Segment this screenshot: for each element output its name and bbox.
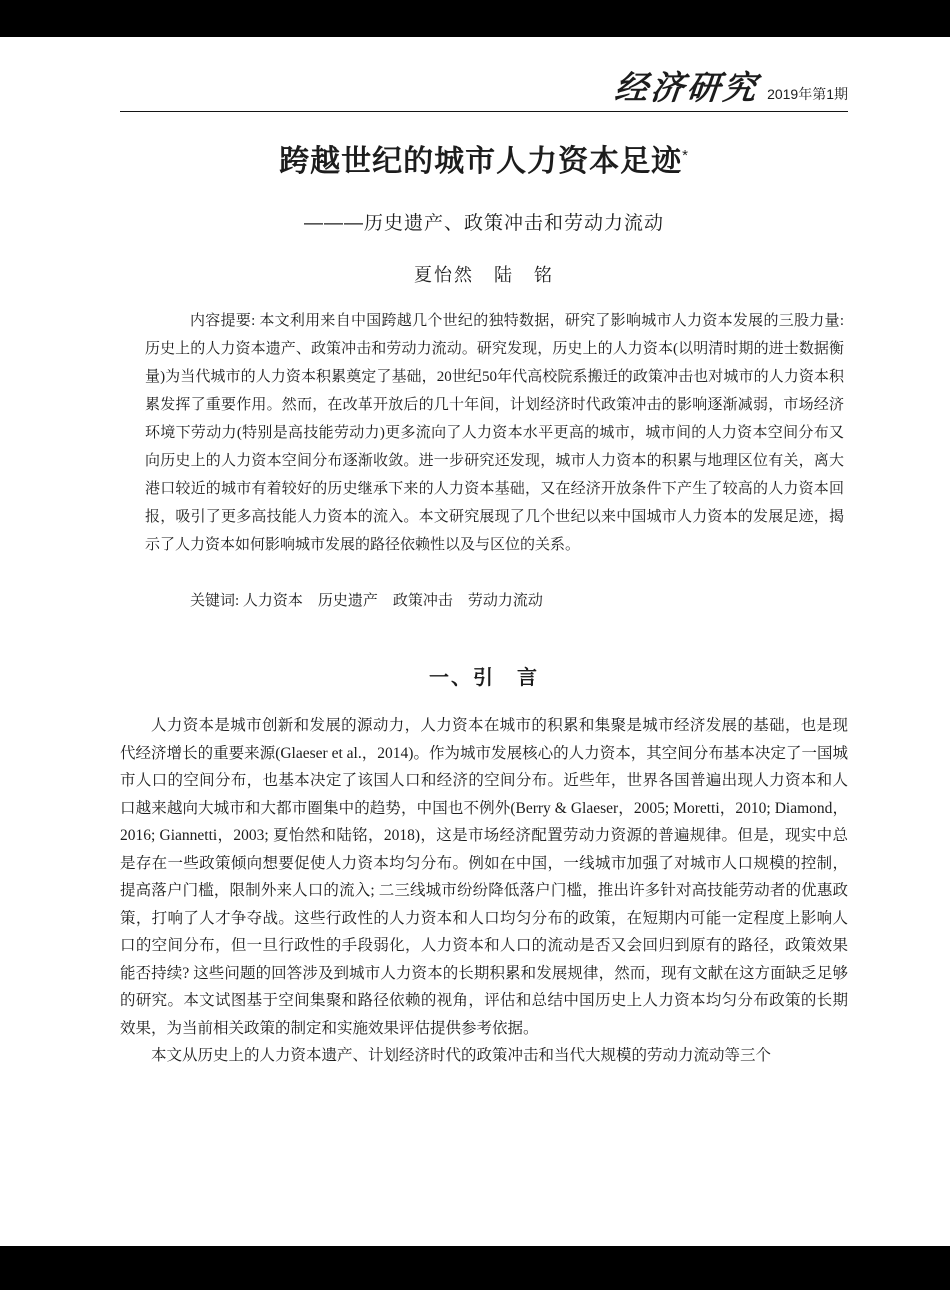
section-heading-introduction: 一、引 言: [429, 667, 539, 689]
bottom-black-bar: [0, 1246, 950, 1290]
journal-logo: 经济研究: [613, 68, 762, 107]
keywords-text: 人力资本 历史遗产 政策冲击 劳动力流动: [242, 593, 543, 609]
paper-title-text: 跨越世纪的城市人力资本足迹: [279, 145, 683, 178]
intro-paragraph-1: 人力资本是城市创新和发展的源动力，人力资本在城市的积累和集聚是城市经济发展的基础，也是现代经济增长的重要来源(Glaeser et al.，2014)。作为城市发展核心的人力资本，其空间分布基本决定了一国城市人口的空间分布，也基本决定了该国人口和经济的空间分布。近些年，世界各国普遍出现人力资本和人口越来越向大城市和大都市圈集中的趋势，中国也不例外(Berry & Glaeser，2005; Moretti，2010; Diamond，2016; Giannetti，2003; 夏怡然和陆铭，2018)，这是市场经济配置劳动力资源的普遍规律。但是，现实中总是存在一些政策倾向想要促使人力资本均匀分布。例如在中国，一线城市加强了对城市人口规模的控制，提高落户门槛，限制外来人口的流入; 二三线城市纷纷降低落户门槛，推出许多针对高技能劳动者的优惠政策，打响了人才争夺战。这些行政性的人力资本和人口均匀分布的政策，在短期内可能一定程度上影响人口的空间分布，但一旦行政性的手段弱化，人力资本和人口的流动是否又会回归到原有的路径，政策效果能否持续? 这些问题的回答涉及到城市人力资本的长期积累和发展规律，然而，现有文献在这方面缺乏足够的研究。本文试图基于空间集聚和路径依赖的视角，评估和总结中国历史上人力资本均匀分布政策的长期效果，为当前相关政策的制定和实施效果评估提供参考依据。: [120, 717, 848, 1037]
keywords-line: [145, 587, 844, 615]
paper-title: [120, 136, 848, 180]
abstract-paragraph: [145, 307, 844, 559]
authors: 夏怡然 陆 铭: [414, 265, 554, 285]
abstract-label: 内容提要:: [190, 313, 260, 329]
abstract-text: 本文利用来自中国跨越几个世纪的独特数据，研究了影响城市人力资本发展的三股力量: 历史上的人力资本遗产、政策冲击和劳动力流动。研究发现，历史上的人力资本(以明清时期的进士数据衡量)为当代城市的人力资本积累奠定了基础，20世纪50年代高校院系搬迁的政策冲击也对城市的人力资本积累发挥了重要作用。然而，在改革开放后的几十年间，计划经济时代政策冲击的影响逐渐减弱，市场经济环境下劳动力(特别是高技能劳动力)更多流向了人力资本水平更高的城市，城市间的人力资本空间分布又向历史上的人力资本空间分布逐渐收敛。进一步研究还发现，城市人力资本的积累与地理区位有关，离大港口较近的城市有着较好的历史继承下来的人力资本基础，又在经济开放条件下产生了较高的人力资本回报，吸引了更多高技能人力资本的流入。本文研究展现了几个世纪以来中国城市人力资本的发展足迹，揭示了人力资本如何影响城市发展的路径依赖性以及与区位的关系。: [145, 313, 845, 553]
keywords-label: 关键词:: [190, 593, 243, 609]
footnote-marker: *: [682, 147, 689, 164]
journal-issue: 2019年第1期: [767, 86, 848, 102]
intro-paragraph-2: 本文从历史上的人力资本遗产、计划经济时代的政策冲击和当代大规模的劳动力流动等三个: [151, 1047, 772, 1064]
top-black-bar: [0, 0, 950, 37]
abstract-block: [145, 307, 844, 615]
paper-subtitle: ———历史遗产、政策冲击和劳动力流动: [303, 213, 664, 234]
journal-header: [120, 68, 848, 112]
page-content: [0, 37, 950, 1246]
